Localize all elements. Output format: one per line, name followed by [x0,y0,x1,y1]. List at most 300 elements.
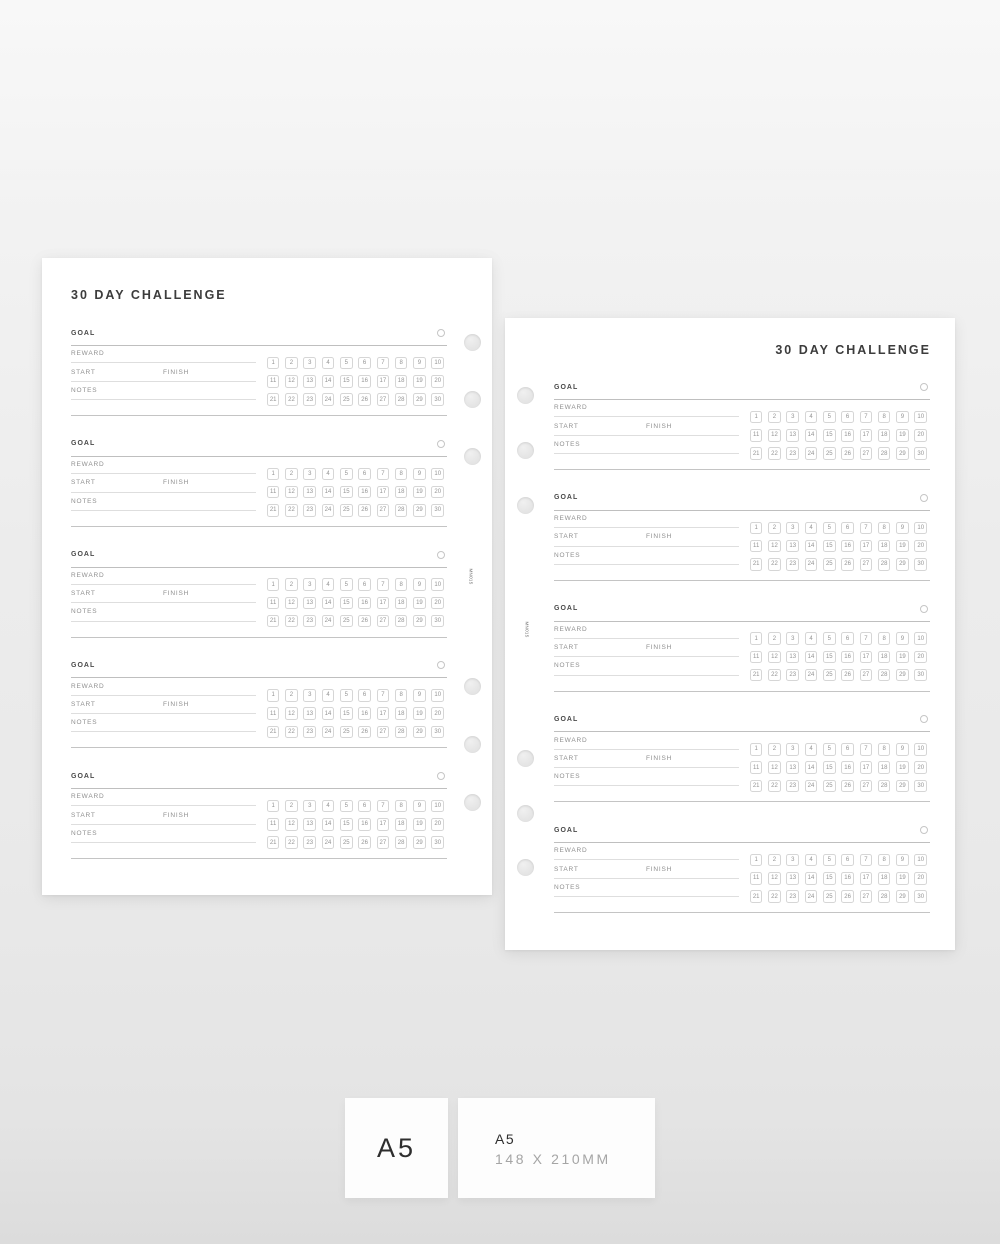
notes-field [554,436,739,454]
day-checkbox: 18 [395,375,408,388]
binder-hole [517,497,534,514]
day-checkbox: 22 [768,669,781,682]
day-checkbox: 26 [841,558,854,571]
day-checkbox: 20 [431,818,444,831]
day-checkbox: 26 [358,393,371,406]
start-label: START [554,644,579,652]
day-checkbox: 29 [896,558,909,571]
reward-field [71,567,256,585]
reward-label: REWARD [71,350,105,358]
day-checkbox: 1 [750,854,763,867]
binder-hole [464,678,481,695]
goal-label: GOAL [554,494,579,502]
start-label: START [71,811,96,819]
day-checkbox: 1 [750,522,763,535]
day-checkbox: 3 [786,854,799,867]
day-checkbox: 24 [322,504,335,517]
planner-page-left [42,258,492,895]
day-checkbox: 3 [786,632,799,645]
reward-field [554,621,739,639]
day-checkbox: 27 [377,393,390,406]
day-checkbox: 30 [914,558,927,571]
planner-page-right [505,318,955,950]
finish-label: FINISH [163,811,190,819]
notes-field [554,657,739,675]
day-checkbox: 5 [340,689,353,702]
notes-field [554,879,739,897]
day-checkbox: 22 [285,615,298,628]
day-checkbox: 29 [413,615,426,628]
day-checkbox: 14 [805,429,818,442]
day-checkbox: 15 [823,872,836,885]
day-checkbox: 21 [750,558,763,571]
goal-section [71,442,447,553]
notes-field [554,768,739,786]
day-checkbox: 21 [267,726,280,739]
day-checkbox: 24 [805,669,818,682]
day-checkbox: 13 [303,818,316,831]
day-checkbox: 23 [303,504,316,517]
start-finish-field [71,806,256,824]
day-checkbox: 29 [413,726,426,739]
day-checkbox: 9 [413,800,426,813]
day-checkbox: 21 [267,615,280,628]
day-checkbox: 16 [841,429,854,442]
day-checkbox: 28 [878,669,891,682]
day-checkbox: 22 [285,836,298,849]
field-list [554,399,739,454]
reward-field [554,842,739,860]
goal-section [71,774,447,885]
day-checkbox: 26 [841,890,854,903]
goal-section [554,717,930,828]
day-checkbox: 5 [823,743,836,756]
day-checkbox: 14 [805,651,818,664]
goal-label: GOAL [71,551,96,558]
day-checkbox: 13 [303,597,316,610]
day-checkbox: 18 [395,597,408,610]
notes-label: NOTES [554,883,581,891]
day-checkbox: 12 [768,872,781,885]
size-badge-a5 [345,1098,448,1198]
goal-check-circle-icon [437,551,445,559]
day-checkbox: 10 [431,578,444,591]
notes-label: NOTES [71,829,98,837]
day-checkbox: 19 [896,761,909,774]
day-checkbox: 7 [377,800,390,813]
day-checkbox: 28 [878,447,891,460]
goal-check-circle-icon [920,494,928,502]
field-list [71,345,256,400]
goal-check-circle-icon [920,826,928,834]
day-checkbox: 12 [768,540,781,553]
start-finish-field [71,363,256,381]
day-checkbox: 24 [805,780,818,793]
goal-check-circle-icon [437,772,445,780]
day-checkbox: 17 [860,429,873,442]
goal-section [554,828,930,939]
day-checkbox: 23 [786,890,799,903]
section-list [554,385,930,939]
section-divider [554,580,930,581]
notes-label: NOTES [554,551,581,559]
size-detail-card [458,1098,655,1198]
day-checkbox: 6 [841,854,854,867]
day-checkbox: 3 [303,800,316,813]
day-checkbox: 11 [750,872,763,885]
notes-label: NOTES [71,608,98,616]
day-checkbox: 27 [377,836,390,849]
notes-field [71,714,256,732]
day-checkbox: 28 [878,780,891,793]
day-checkbox: 23 [303,726,316,739]
day-checkbox: 16 [841,761,854,774]
day-checkbox: 14 [322,375,335,388]
day-checkbox: 18 [878,540,891,553]
day-checkbox: 19 [413,375,426,388]
day-checkbox: 9 [896,522,909,535]
binder-hole [517,442,534,459]
day-checkbox: 18 [395,486,408,499]
day-checkbox: 18 [878,761,891,774]
day-checkbox: 26 [358,615,371,628]
day-tracker-grid [750,854,927,903]
day-checkbox: 23 [303,836,316,849]
day-checkbox: 19 [413,707,426,720]
day-checkbox: 26 [841,447,854,460]
day-checkbox: 29 [896,669,909,682]
day-checkbox: 24 [322,615,335,628]
binder-hole [464,736,481,753]
day-checkbox: 25 [340,504,353,517]
binder-hole [517,387,534,404]
day-checkbox: 22 [768,558,781,571]
reward-label: REWARD [71,571,105,579]
day-checkbox: 4 [322,468,335,481]
day-checkbox: 1 [267,689,280,702]
day-checkbox: 7 [860,854,873,867]
day-checkbox: 21 [267,836,280,849]
day-checkbox: 18 [878,429,891,442]
day-checkbox: 20 [431,597,444,610]
day-checkbox: 20 [914,540,927,553]
goal-row [554,826,930,834]
finish-label: FINISH [646,533,673,541]
start-finish-field [554,860,739,878]
day-checkbox: 30 [431,726,444,739]
day-checkbox: 18 [395,818,408,831]
goal-row [71,551,447,559]
day-checkbox: 19 [896,872,909,885]
day-checkbox: 25 [340,393,353,406]
day-checkbox: 7 [860,411,873,424]
day-checkbox: 6 [358,468,371,481]
day-checkbox: 24 [805,447,818,460]
day-checkbox: 12 [285,597,298,610]
goal-label: GOAL [71,440,96,448]
day-checkbox: 17 [377,707,390,720]
field-list [71,677,256,732]
day-checkbox: 5 [340,357,353,370]
size-detail-dimensions: 148 X 210MM [495,1151,611,1167]
day-checkbox: 12 [768,761,781,774]
day-checkbox: 12 [285,707,298,720]
day-checkbox: 14 [322,818,335,831]
day-checkbox: 16 [841,540,854,553]
day-checkbox: 4 [805,522,818,535]
goal-label: GOAL [554,383,579,391]
section-divider [554,912,930,913]
reward-field [554,510,739,528]
day-checkbox: 27 [377,504,390,517]
goal-label: GOAL [71,329,96,337]
day-checkbox: 12 [285,486,298,499]
goal-row [554,494,930,502]
day-checkbox: 4 [805,632,818,645]
day-checkbox: 8 [395,357,408,370]
day-checkbox: 25 [823,558,836,571]
day-checkbox: 13 [303,375,316,388]
day-checkbox: 24 [322,836,335,849]
day-checkbox: 22 [768,780,781,793]
day-checkbox: 8 [395,800,408,813]
day-checkbox: 17 [860,540,873,553]
goal-section [554,385,930,496]
reward-label: REWARD [71,461,105,469]
field-list [554,510,739,565]
day-checkbox: 5 [823,632,836,645]
day-tracker-grid [267,578,444,627]
day-checkbox: 21 [267,393,280,406]
day-checkbox: 2 [768,854,781,867]
binder-hole [517,859,534,876]
day-checkbox: 2 [768,411,781,424]
notes-field [71,603,256,621]
day-tracker-grid [267,800,444,849]
day-checkbox: 4 [322,578,335,591]
reward-field [71,788,256,806]
goal-row [554,383,930,391]
start-finish-field [554,528,739,546]
day-checkbox: 10 [914,411,927,424]
day-checkbox: 12 [285,818,298,831]
finish-label: FINISH [646,754,673,762]
day-checkbox: 26 [358,836,371,849]
start-finish-field [71,696,256,714]
day-checkbox: 17 [377,375,390,388]
binder-hole [517,805,534,822]
day-checkbox: 24 [322,726,335,739]
day-checkbox: 21 [750,447,763,460]
day-checkbox: 14 [322,486,335,499]
day-checkbox: 19 [896,540,909,553]
section-divider [554,801,930,802]
day-checkbox: 22 [285,726,298,739]
goal-label: GOAL [71,661,96,669]
day-checkbox: 13 [786,872,799,885]
day-checkbox: 28 [395,504,408,517]
section-divider [554,469,930,470]
day-checkbox: 3 [303,468,316,481]
day-checkbox: 20 [914,651,927,664]
section-divider [71,415,447,416]
day-checkbox: 26 [841,669,854,682]
day-checkbox: 4 [322,800,335,813]
notes-field [71,493,256,511]
day-checkbox: 5 [823,854,836,867]
day-checkbox: 6 [358,357,371,370]
day-checkbox: 11 [750,429,763,442]
day-checkbox: 16 [358,597,371,610]
reward-label: REWARD [71,793,105,801]
day-checkbox: 3 [786,411,799,424]
day-checkbox: 11 [267,707,280,720]
day-checkbox: 30 [914,447,927,460]
day-checkbox: 10 [431,689,444,702]
reward-field [71,677,256,695]
goal-row [71,661,447,669]
day-checkbox: 10 [431,357,444,370]
goal-check-circle-icon [920,383,928,391]
day-checkbox: 7 [860,522,873,535]
day-checkbox: 27 [860,890,873,903]
day-checkbox: 12 [285,375,298,388]
reward-field [554,399,739,417]
day-checkbox: 13 [786,651,799,664]
day-checkbox: 1 [750,743,763,756]
day-checkbox: 19 [413,597,426,610]
day-checkbox: 21 [750,890,763,903]
day-checkbox: 2 [285,800,298,813]
goal-row [554,605,930,613]
day-checkbox: 8 [395,578,408,591]
start-label: START [71,479,96,487]
day-checkbox: 3 [303,578,316,591]
goal-check-circle-icon [920,715,928,723]
day-checkbox: 25 [340,836,353,849]
day-checkbox: 22 [768,890,781,903]
day-checkbox: 24 [805,558,818,571]
start-label: START [554,533,579,541]
start-finish-field [554,639,739,657]
day-checkbox: 17 [860,872,873,885]
day-checkbox: 10 [431,468,444,481]
goal-label: GOAL [71,772,96,780]
day-checkbox: 6 [841,632,854,645]
day-checkbox: 8 [878,854,891,867]
day-tracker-grid [750,522,927,571]
reward-field [554,731,739,749]
day-checkbox: 5 [340,578,353,591]
day-checkbox: 26 [358,504,371,517]
day-checkbox: 6 [841,522,854,535]
start-label: START [554,422,579,430]
day-checkbox: 15 [340,597,353,610]
day-checkbox: 20 [431,486,444,499]
reward-label: REWARD [554,625,588,633]
section-divider [71,858,447,859]
day-checkbox: 9 [896,411,909,424]
day-checkbox: 26 [358,726,371,739]
day-checkbox: 18 [878,872,891,885]
field-list [71,788,256,843]
day-checkbox: 20 [431,375,444,388]
day-checkbox: 27 [860,558,873,571]
day-checkbox: 30 [914,669,927,682]
reward-label: REWARD [554,515,588,523]
day-checkbox: 3 [786,522,799,535]
binder-hole [464,391,481,408]
day-checkbox: 30 [431,615,444,628]
day-checkbox: 14 [805,872,818,885]
start-label: START [71,700,96,708]
day-checkbox: 30 [431,393,444,406]
day-checkbox: 11 [267,597,280,610]
day-checkbox: 4 [805,854,818,867]
day-checkbox: 17 [860,651,873,664]
day-checkbox: 6 [358,578,371,591]
day-checkbox: 6 [841,743,854,756]
day-checkbox: 30 [914,890,927,903]
day-checkbox: 16 [358,486,371,499]
day-checkbox: 20 [431,707,444,720]
day-checkbox: 23 [303,393,316,406]
day-checkbox: 2 [768,522,781,535]
day-checkbox: 6 [841,411,854,424]
page-title: 30 DAY CHALLENGE [71,288,227,302]
start-finish-field [554,750,739,768]
reward-field [71,345,256,363]
day-checkbox: 1 [750,411,763,424]
day-checkbox: 23 [303,615,316,628]
day-checkbox: 19 [413,818,426,831]
day-checkbox: 18 [395,707,408,720]
day-checkbox: 28 [878,558,891,571]
day-checkbox: 13 [786,429,799,442]
day-checkbox: 14 [805,540,818,553]
day-checkbox: 16 [841,872,854,885]
finish-label: FINISH [646,865,673,873]
notes-label: NOTES [71,719,98,727]
field-list [71,567,256,622]
day-checkbox: 9 [413,357,426,370]
day-checkbox: 11 [267,375,280,388]
day-checkbox: 10 [914,743,927,756]
day-checkbox: 10 [914,522,927,535]
day-tracker-grid [267,689,444,738]
goal-row [71,440,447,448]
day-checkbox: 1 [267,357,280,370]
day-checkbox: 22 [285,504,298,517]
start-finish-field [71,585,256,603]
day-checkbox: 11 [267,818,280,831]
day-checkbox: 24 [805,890,818,903]
day-checkbox: 17 [377,818,390,831]
day-checkbox: 29 [896,780,909,793]
day-checkbox: 17 [860,761,873,774]
day-checkbox: 9 [413,689,426,702]
day-checkbox: 3 [303,689,316,702]
day-checkbox: 2 [768,743,781,756]
day-checkbox: 14 [805,761,818,774]
day-checkbox: 2 [768,632,781,645]
day-checkbox: 8 [878,743,891,756]
day-checkbox: 27 [377,726,390,739]
binder-hole [464,448,481,465]
day-checkbox: 2 [285,689,298,702]
product-code: MN015 [467,568,473,585]
day-checkbox: 8 [878,411,891,424]
